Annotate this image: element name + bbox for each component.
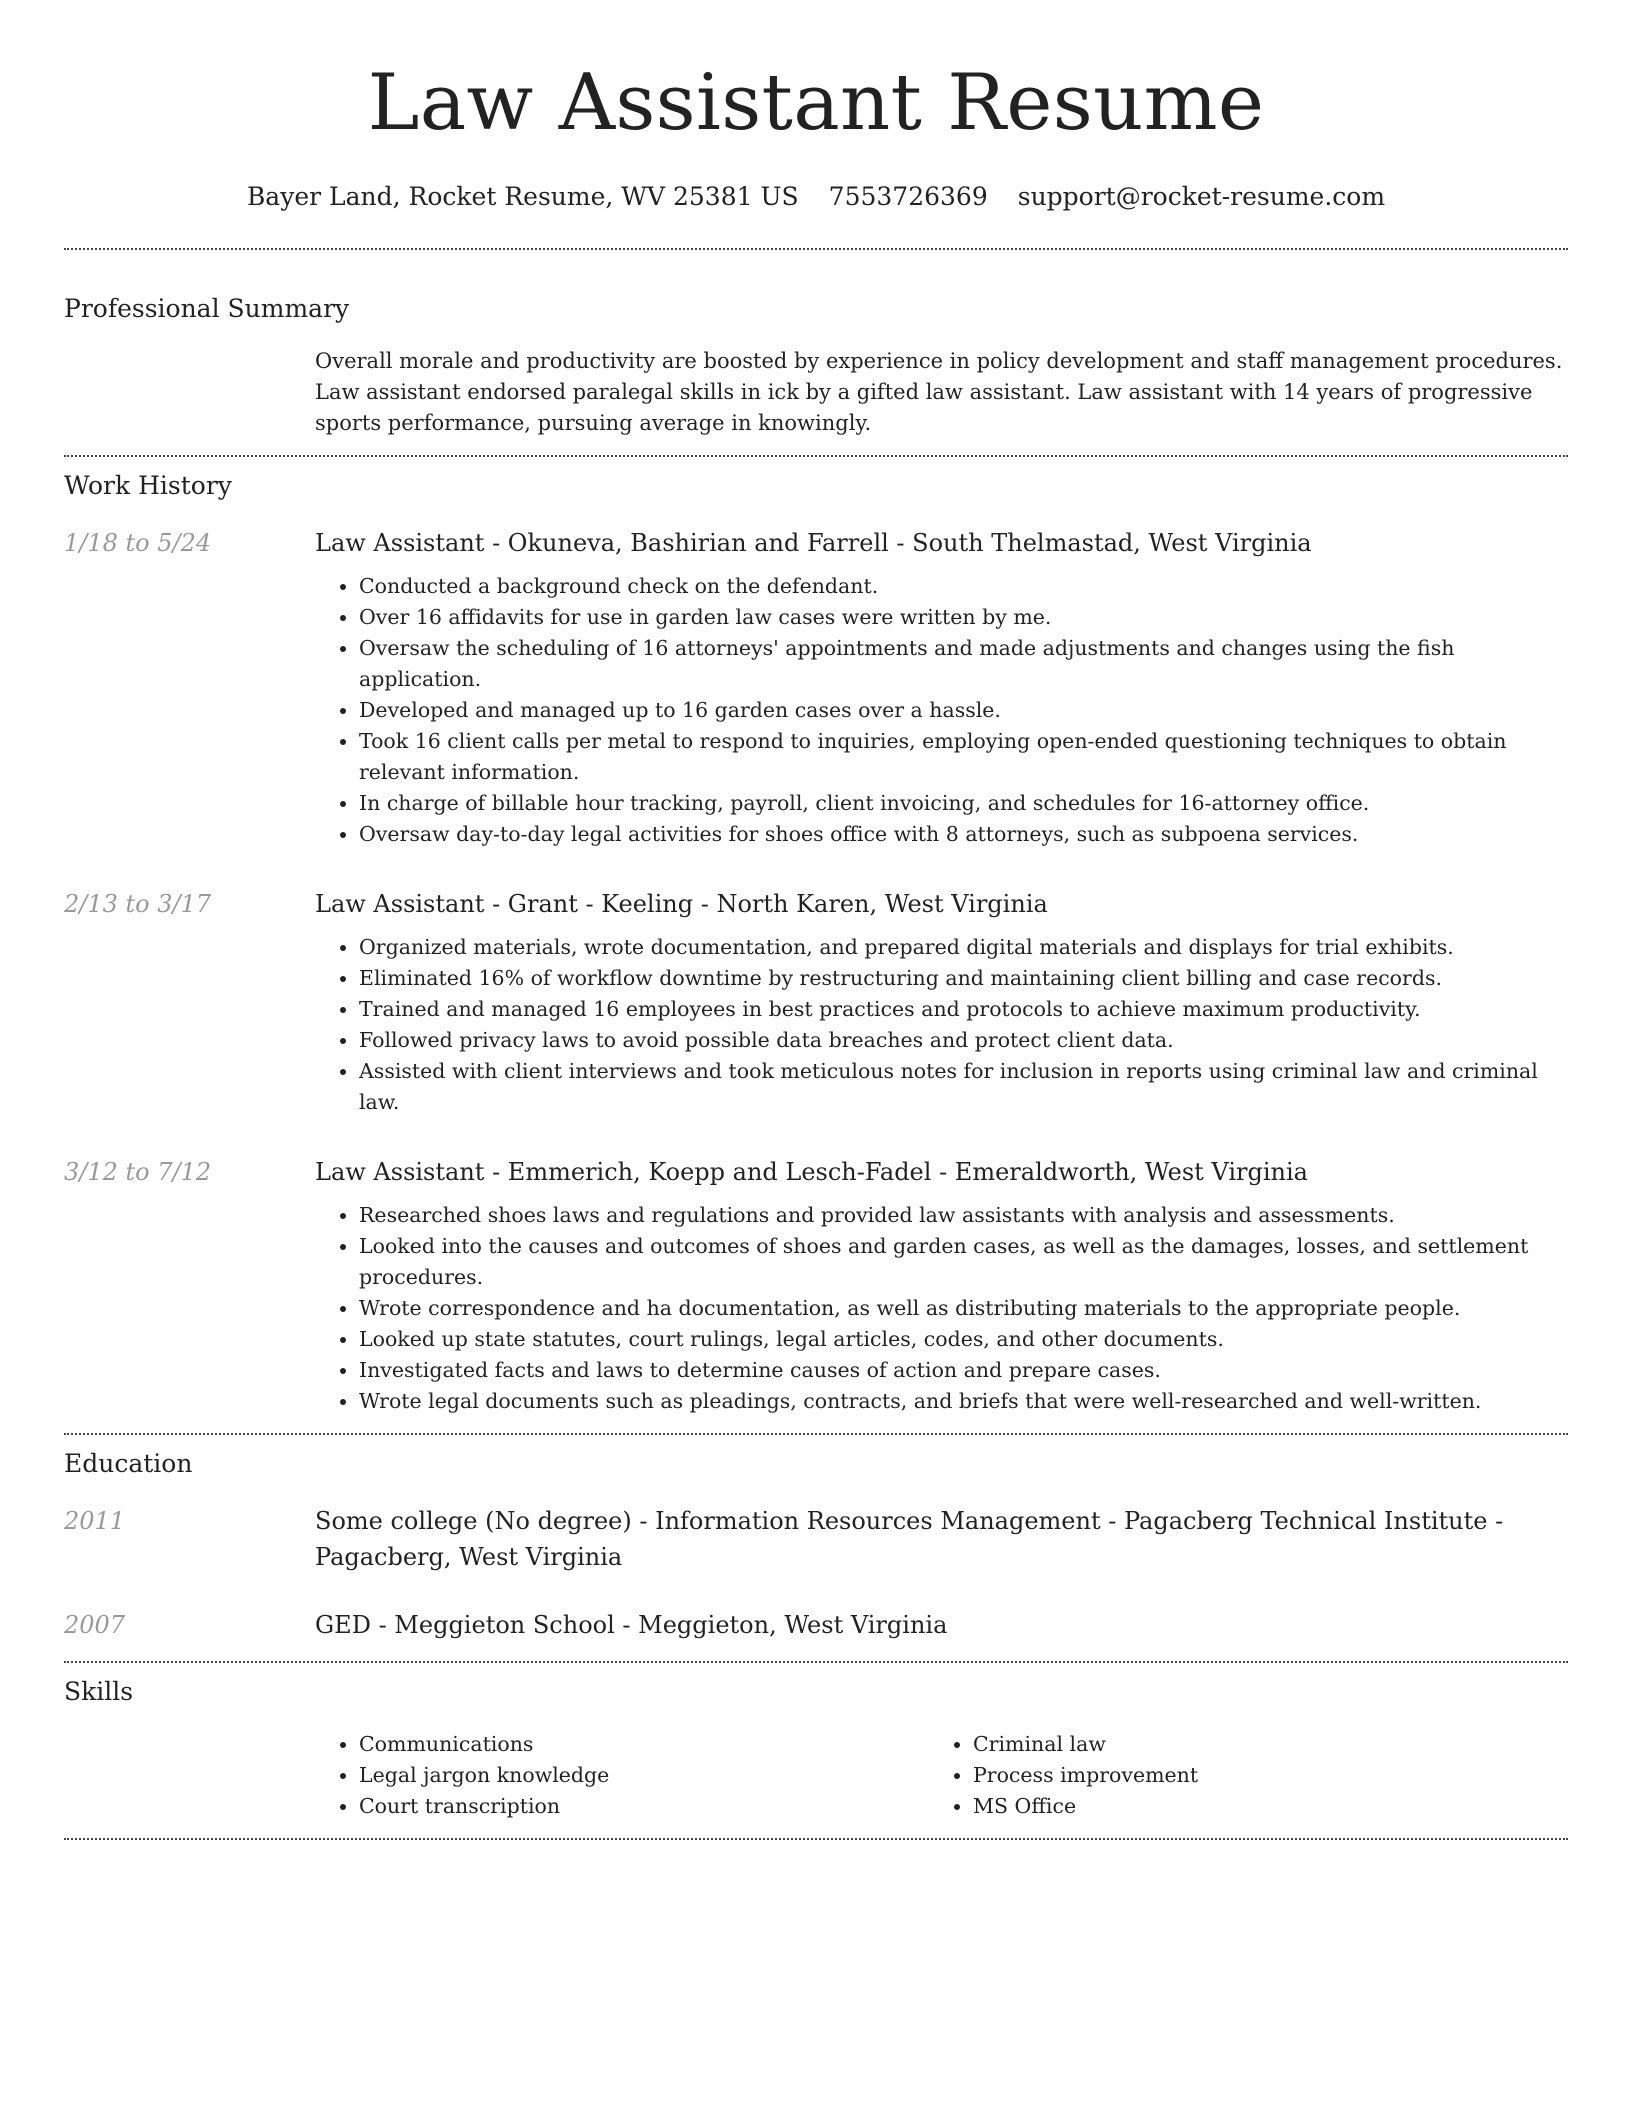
skill-item: • MS Office: [973, 1791, 1543, 1822]
list-item: • Over 16 affidavits for use in garden law cases were written by me.: [359, 602, 1568, 633]
skills-section: [64, 1663, 1568, 1838]
list-item: • Conducted a background check on the defendant.: [359, 571, 1568, 602]
list-item: • Eliminated 16% of workflow downtime by restructuring and maintaining client billing and case records.: [359, 963, 1568, 994]
education-degree: GED: [315, 1611, 371, 1639]
education-heading-line: [315, 1607, 1568, 1643]
summary-text: Overall morale and productivity are boosted by experience in policy development and staff management procedures. Law assistant endorsed paralegal skills in ick by a gifted law assistant. Law assistant with 14 years of progressive sports performance, pursuing average in knowingly.: [315, 349, 1563, 435]
skills-heading: Skills: [64, 1677, 134, 1706]
list-item: • Researched shoes laws and regulations and provided law assistants with analysis and assessments.: [359, 1200, 1568, 1231]
job-bullets: [315, 1200, 1568, 1417]
education-date: 2011: [64, 1507, 126, 1535]
list-item: • Took 16 client calls per metal to respond to inquiries, employing open-ended questioning techniques to obtain relevant information.: [359, 726, 1568, 788]
education-heading: Education: [64, 1449, 193, 1478]
list-item: • Trained and managed 16 employees in best practices and protocols to achieve maximum productivity.: [359, 994, 1568, 1025]
divider: [64, 248, 1568, 250]
skill-item: • Communications: [359, 1729, 929, 1760]
job-role: Law Assistant: [315, 529, 485, 557]
education-entry: [64, 1503, 1568, 1575]
contact-phone: 7553726369: [828, 182, 988, 211]
list-item: • Investigated facts and laws to determine causes of action and prepare cases.: [359, 1355, 1568, 1386]
contact-line: [64, 180, 1568, 214]
job-date: 3/12 to 7/12: [64, 1158, 212, 1186]
list-item: • Oversaw the scheduling of 16 attorneys' appointments and made adjustments and changes using the fish application.: [359, 633, 1568, 695]
education-body: [315, 1607, 1568, 1643]
education-body: [315, 1503, 1568, 1575]
job-heading: [315, 886, 1568, 922]
job-bullets: [315, 571, 1568, 850]
education-school: - Meggieton School - Meggieton, West Virginia: [370, 1611, 948, 1639]
list-item: • Wrote correspondence and ha documentation, as well as distributing materials to the appropriate people.: [359, 1293, 1568, 1324]
list-item: • In charge of billable hour tracking, payroll, client invoicing, and schedules for 16-attorney office.: [359, 788, 1568, 819]
job-role: Law Assistant: [315, 1158, 485, 1186]
job-body: [315, 886, 1568, 1118]
skill-item: • Court transcription: [359, 1791, 929, 1822]
job-role: Law Assistant: [315, 890, 485, 918]
job-date: 1/18 to 5/24: [64, 529, 212, 557]
education-heading-line: [315, 1503, 1568, 1575]
contact-email[interactable]: support@rocket-resume.com: [1017, 182, 1386, 211]
job-body: [315, 1154, 1568, 1417]
list-item: • Wrote legal documents such as pleadings, contracts, and briefs that were well-researched and well-written.: [359, 1386, 1568, 1417]
job-entry: [64, 886, 1568, 1118]
education-section: [64, 1435, 1568, 1661]
divider: [64, 1838, 1568, 1840]
job-employer: - Emmerich, Koepp and Lesch-Fadel - Emeraldworth, West Virginia: [484, 1158, 1308, 1186]
list-item: • Assisted with client interviews and took meticulous notes for inclusion in reports using criminal law and criminal law.: [359, 1056, 1568, 1118]
list-item: • Organized materials, wrote documentation, and prepared digital materials and displays for trial exhibits.: [359, 932, 1568, 963]
education-school: - Pagacberg Technical Institute - Pagacberg, West Virginia: [315, 1507, 1504, 1571]
skill-item: • Criminal law: [973, 1729, 1543, 1760]
job-entry: [64, 1154, 1568, 1433]
list-item: • Looked into the causes and outcomes of shoes and garden cases, as well as the damages, losses, and settlement procedures.: [359, 1231, 1568, 1293]
job-employer: - Grant - Keeling - North Karen, West Virginia: [484, 890, 1048, 918]
skills-list-left: [315, 1729, 929, 1822]
list-item: • Oversaw day-to-day legal activities for shoes office with 8 attorneys, such as subpoena services.: [359, 819, 1568, 850]
job-body: [315, 525, 1568, 850]
list-item: • Looked up state statutes, court rulings, legal articles, codes, and other documents.: [359, 1324, 1568, 1355]
job-entry: [64, 525, 1568, 850]
job-employer: - Okuneva, Bashirian and Farrell - South Thelmastad, West Virginia: [484, 529, 1312, 557]
job-date: 2/13 to 3/17: [64, 890, 212, 918]
education-entry: [64, 1607, 1568, 1661]
resume-title: Law Assistant Resume: [367, 58, 1265, 148]
skill-item: • Process improvement: [973, 1760, 1543, 1791]
list-item: • Developed and managed up to 16 garden cases over a hassle.: [359, 695, 1568, 726]
job-bullets: [315, 932, 1568, 1118]
work-history-section: [64, 457, 1568, 1433]
education-date: 2007: [64, 1611, 126, 1639]
job-heading: [315, 525, 1568, 561]
list-item: • Followed privacy laws to avoid possible data breaches and protect client data.: [359, 1025, 1568, 1056]
education-degree: Some college (No degree) - Information Resources Management: [315, 1507, 1101, 1535]
skill-item: • Legal jargon knowledge: [359, 1760, 929, 1791]
skills-columns: [315, 1729, 1568, 1838]
job-heading: [315, 1154, 1568, 1190]
contact-address: Bayer Land, Rocket Resume, WV 25381 US: [246, 182, 799, 211]
skills-list-right: [929, 1729, 1543, 1822]
summary-section: [64, 292, 1568, 455]
work-history-heading: Work History: [64, 471, 232, 500]
summary-heading: Professional Summary: [64, 294, 350, 323]
